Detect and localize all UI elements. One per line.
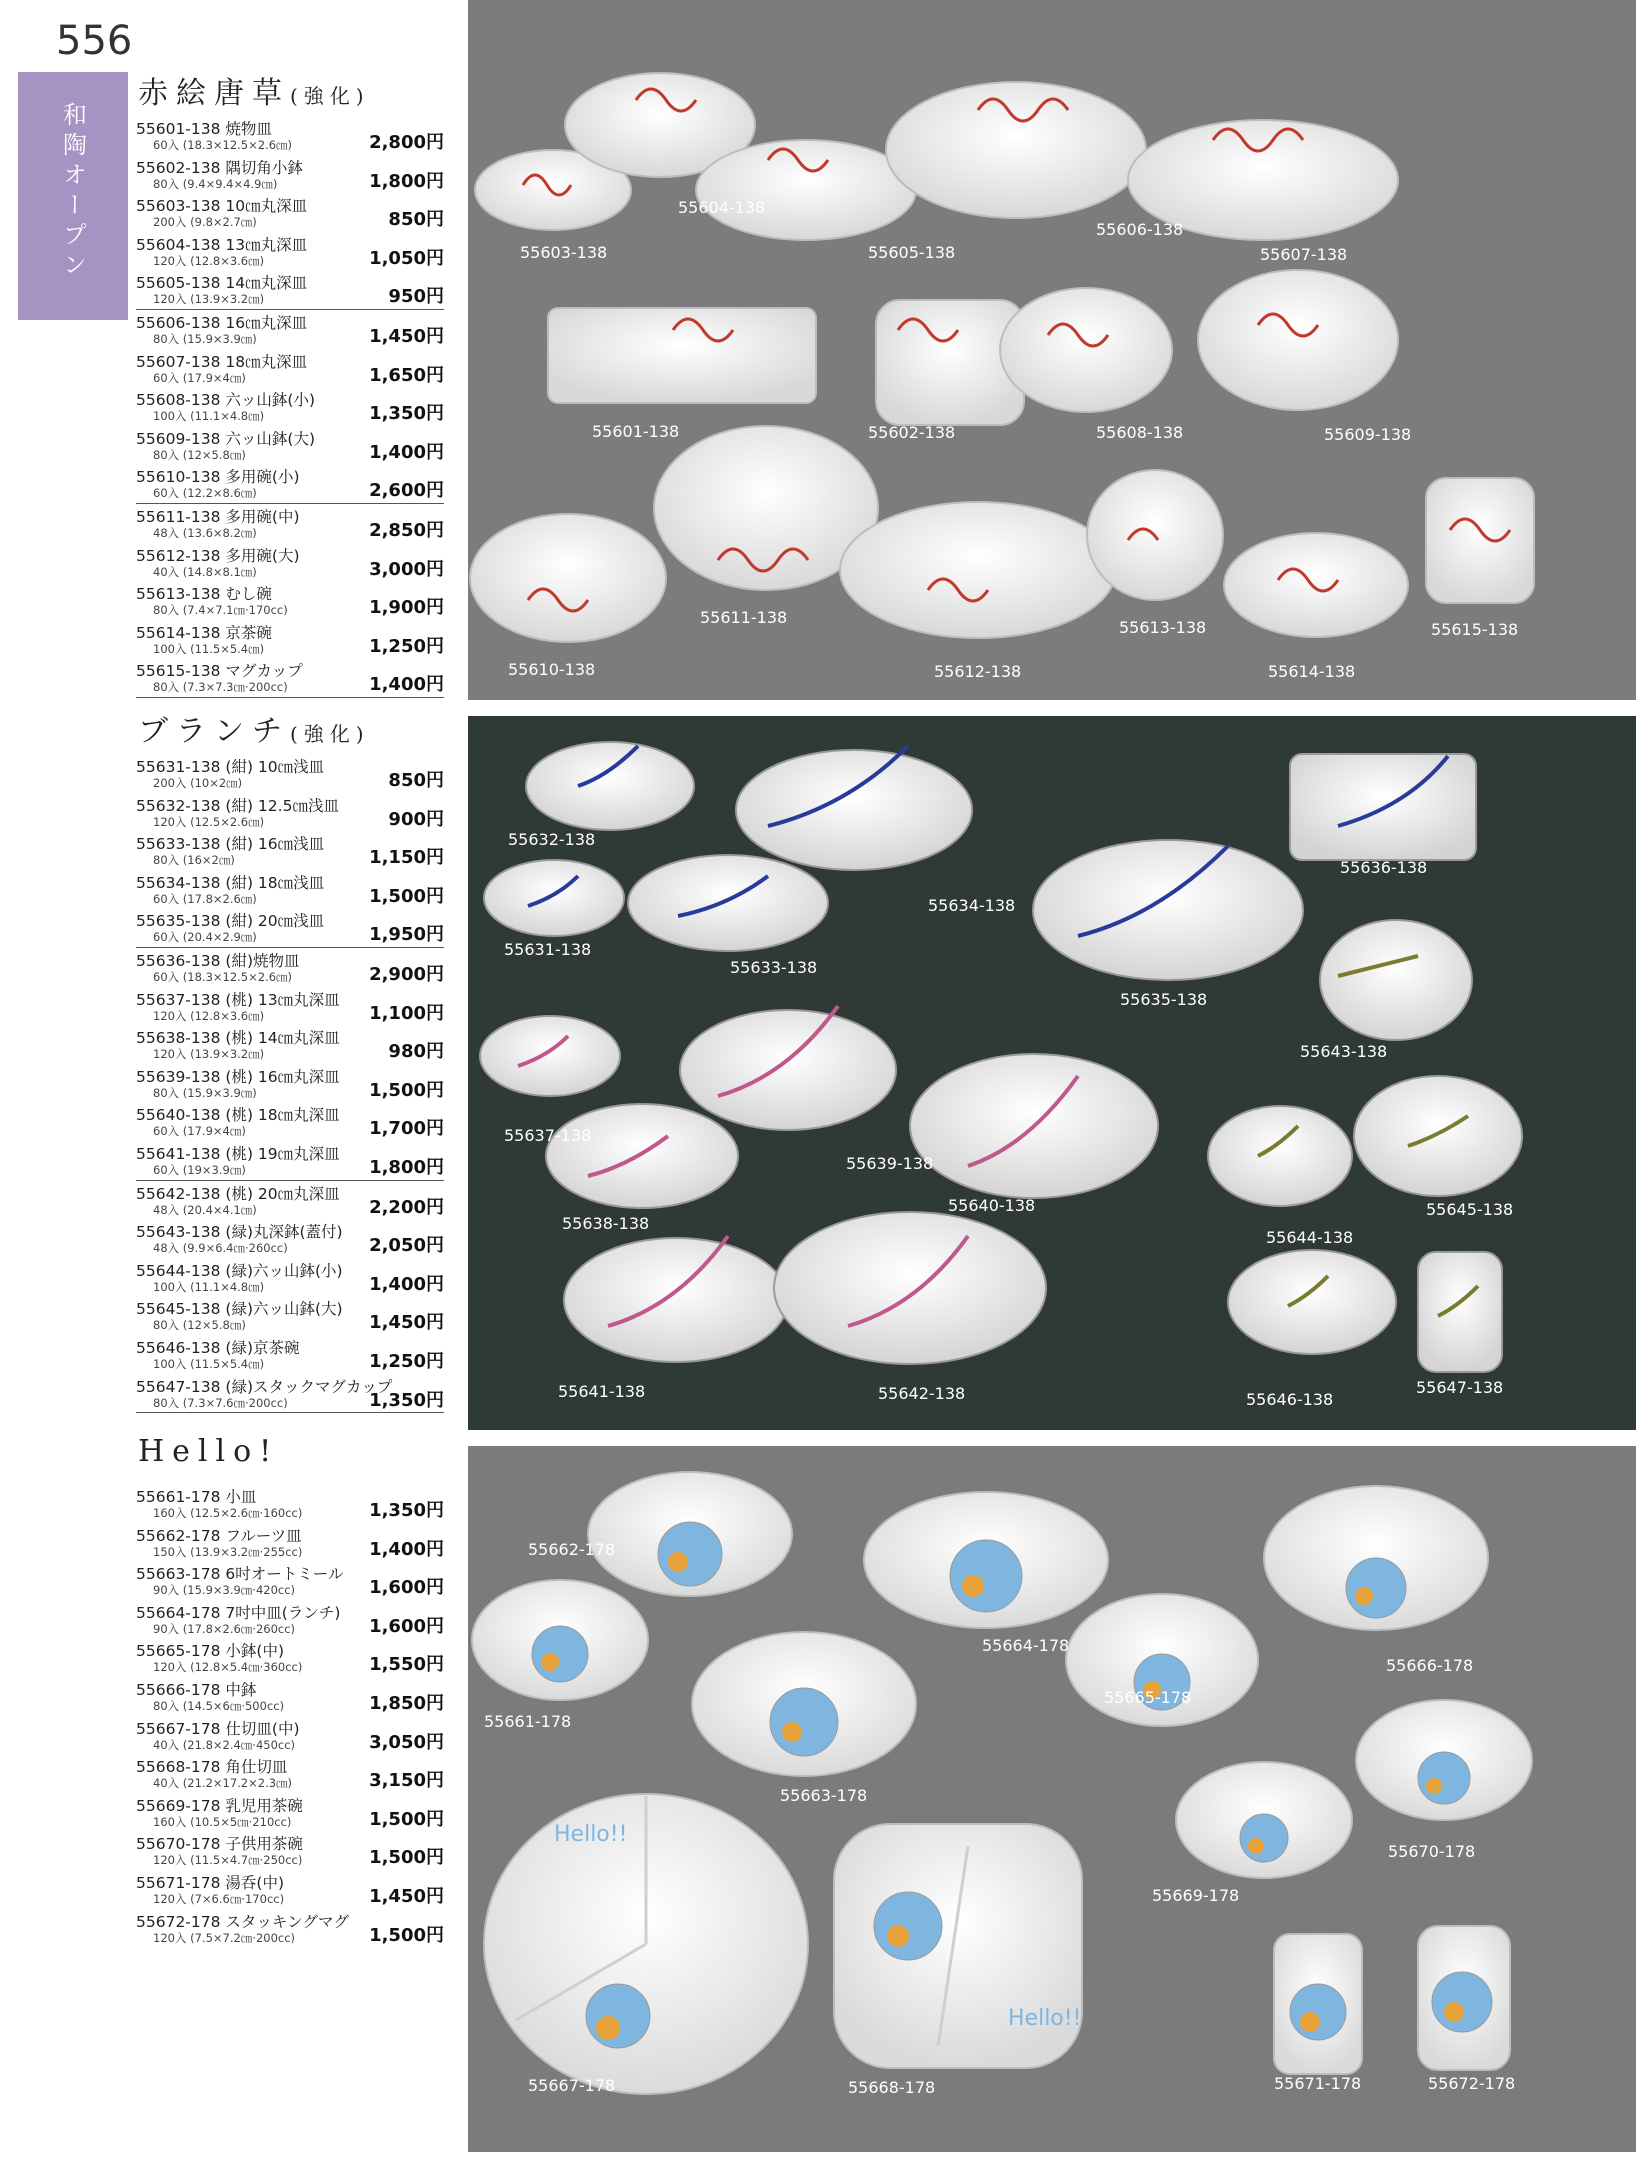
item-price: 1,250円: [369, 1350, 444, 1372]
item-name: 55634-138 (紺) 18㎝浅皿: [136, 873, 325, 892]
item-name: 55638-138 (桃) 14㎝丸深皿: [136, 1029, 340, 1048]
price-list-item: [136, 1638, 444, 1677]
item-spec: 120入 (12.8×3.6㎝): [153, 253, 265, 268]
price-list-item: [136, 948, 444, 987]
section-title-branch: ブランチ(強化): [138, 714, 370, 749]
item-spec: 60入 (17.9×4㎝): [153, 1124, 246, 1139]
product-label: 55644-138: [1266, 1228, 1354, 1247]
hello-product-photo: [468, 1446, 1636, 2152]
price-list-item: [136, 232, 444, 271]
item-price: 1,500円: [369, 1079, 444, 1101]
item-price: 2,900円: [369, 963, 444, 985]
product-label: 55634-138: [928, 896, 1016, 915]
price-list-item: [136, 1831, 444, 1870]
product-label: 55635-138: [1120, 990, 1208, 1009]
price-list-item: [136, 1102, 444, 1141]
product-label: 55667-178: [528, 2076, 616, 2095]
item-spec: 60入 (18.3×12.5×2.6㎝): [153, 969, 293, 984]
price-list-item: [136, 426, 444, 465]
product-label: 55643-138: [1300, 1042, 1388, 1061]
item-price: 1,050円: [369, 247, 444, 269]
item-price: 2,200円: [369, 1196, 444, 1218]
price-list-item: [136, 1523, 444, 1562]
item-price: 850円: [388, 770, 444, 791]
product-label: 55612-138: [934, 662, 1022, 681]
item-price: 1,250円: [369, 635, 444, 657]
item-spec: 40入 (21.8×2.4㎝·450cc): [153, 1737, 296, 1752]
item-price: 1,800円: [369, 1156, 444, 1178]
price-list-item: [136, 908, 444, 948]
price-list-item: [136, 1677, 444, 1716]
item-spec: 160入 (10.5×5㎝·210cc): [153, 1814, 292, 1829]
product-label: 55610-138: [508, 660, 596, 679]
item-name: 55666-178 中鉢: [136, 1680, 257, 1699]
product-label: 55661-178: [484, 1712, 572, 1731]
price-list-item: [136, 793, 444, 832]
price-list-item: [136, 464, 444, 504]
price-list-item: [136, 1374, 444, 1414]
price-list-item: [136, 1219, 444, 1258]
product-label: 55638-138: [562, 1214, 650, 1233]
item-price: 1,450円: [369, 1885, 444, 1907]
product-label: 55666-178: [1386, 1656, 1474, 1675]
price-list-item: [136, 620, 444, 659]
item-spec: 60入 (17.8×2.6㎝): [153, 891, 257, 906]
item-name: 55611-138 多用碗(中): [136, 507, 300, 526]
price-list-item: [136, 1141, 444, 1181]
item-price: 980円: [388, 1041, 444, 1063]
item-name: 55607-138 18㎝丸深皿: [136, 352, 308, 371]
item-name: 55609-138 六ッ山鉢(大): [136, 429, 316, 448]
item-name: 55662-178 フルーツ皿: [136, 1526, 302, 1545]
product-label: 55646-138: [1246, 1390, 1334, 1409]
item-spec: 120入 (12.5×2.6㎝): [153, 814, 265, 829]
item-spec: 120入 (11.5×4.7㎝·250cc): [153, 1853, 303, 1868]
item-price: 1,900円: [369, 597, 444, 619]
price-list-item: [136, 504, 444, 543]
price-list-hello: [136, 1484, 444, 1947]
item-spec: 200入 (10×2㎝): [153, 776, 243, 790]
item-spec: 80入 (7.3×7.3㎝·200cc): [153, 680, 288, 695]
price-list-item: [136, 987, 444, 1026]
price-list-item: [136, 1754, 444, 1793]
item-name: 55639-138 (桃) 16㎝丸深皿: [136, 1067, 340, 1086]
product-label: 55645-138: [1426, 1200, 1514, 1219]
item-spec: 120入 (7×6.6㎝·170cc): [153, 1891, 285, 1906]
product-label: 55663-178: [780, 1786, 868, 1805]
item-price: 1,400円: [369, 1273, 444, 1295]
product-label: 55662-178: [528, 1540, 616, 1559]
item-name: 55605-138 14㎝丸深皿: [136, 274, 308, 293]
item-name: 55642-138 (桃) 20㎝丸深皿: [136, 1184, 340, 1203]
item-name: 55668-178 角仕切皿: [136, 1758, 288, 1777]
price-list-item: [136, 1335, 444, 1374]
item-spec: 60入 (18.3×12.5×2.6㎝): [153, 138, 293, 152]
item-price: 1,150円: [369, 847, 444, 869]
item-price: 850円: [388, 209, 444, 231]
item-price: 2,800円: [369, 132, 444, 153]
item-spec: 80入 (12×5.8㎝): [153, 1318, 246, 1333]
item-spec: 60入 (19×3.9㎝): [153, 1162, 246, 1177]
price-list-item: [136, 870, 444, 909]
item-name: 55635-138 (紺) 20㎝浅皿: [136, 912, 325, 931]
photo-panel-branch: [468, 716, 1636, 1430]
plate-text: Hello!!: [554, 1822, 628, 1847]
item-name: 55672-178 スタッキングマグ: [136, 1912, 349, 1931]
plate-text: Hello!!: [1008, 2006, 1082, 2031]
price-list-item: [136, 155, 444, 194]
item-spec: 120入 (12.8×5.4㎝·360cc): [153, 1660, 303, 1675]
item-name: 55601-138 焼物皿: [136, 120, 272, 138]
item-name: 55667-178 仕切皿(中): [136, 1719, 300, 1738]
price-list-item: [136, 543, 444, 582]
product-label: 55604-138: [678, 198, 766, 217]
item-name: 55665-178 小鉢(中): [136, 1642, 285, 1661]
price-list-item: [136, 310, 444, 349]
item-spec: 48入 (9.9×6.4㎝·260cc): [153, 1241, 288, 1256]
item-price: 1,500円: [369, 1924, 444, 1946]
item-spec: 80入 (7.3×7.6㎝·200cc): [153, 1395, 288, 1410]
item-name: 55664-178 7吋中皿(ランチ): [136, 1603, 341, 1622]
item-name: 55632-138 (紺) 12.5㎝浅皿: [136, 796, 339, 815]
item-spec: 80入 (7.4×7.1㎝·170cc): [153, 603, 288, 618]
item-name: 55614-138 京茶碗: [136, 623, 272, 642]
item-price: 900円: [388, 808, 444, 830]
product-label: 55632-138: [508, 830, 596, 849]
product-label: 55640-138: [948, 1196, 1036, 1215]
item-price: 1,400円: [369, 441, 444, 463]
product-label: 55633-138: [730, 958, 818, 977]
item-spec: 120入 (13.9×3.2㎝): [153, 292, 265, 307]
item-spec: 80入 (12×5.8㎝): [153, 447, 246, 462]
item-price: 1,950円: [369, 924, 444, 946]
item-price: 1,500円: [369, 1808, 444, 1830]
product-label: 55641-138: [558, 1382, 646, 1401]
item-name: 55645-138 (緑)六ッ山鉢(大): [136, 1300, 343, 1319]
product-label: 55668-178: [848, 2078, 936, 2097]
item-spec: 80入 (16×2㎝): [153, 853, 235, 868]
item-price: 1,100円: [369, 1002, 444, 1024]
item-spec: 80入 (9.4×9.4×4.9㎝): [153, 176, 278, 191]
item-spec: 80入 (15.9×3.9㎝): [153, 331, 257, 346]
price-list-item: [136, 831, 444, 870]
price-list-item: [136, 658, 444, 698]
price-list-item: [136, 581, 444, 620]
price-list-akae: [136, 116, 444, 698]
item-price: 3,150円: [369, 1770, 444, 1792]
item-name: 55640-138 (桃) 18㎝丸深皿: [136, 1106, 340, 1125]
product-label: 55615-138: [1431, 620, 1519, 639]
item-price: 1,650円: [369, 364, 444, 386]
product-label: 55605-138: [868, 243, 956, 262]
item-price: 1,450円: [369, 1312, 444, 1334]
branch-product-photo: [468, 716, 1636, 1430]
product-label: 55637-138: [504, 1126, 592, 1145]
item-name: 55602-138 隅切角小鉢: [136, 158, 303, 177]
price-list-item: [136, 1064, 444, 1103]
item-price: 1,850円: [369, 1692, 444, 1714]
product-label: 55607-138: [1260, 245, 1348, 264]
price-list-item: [136, 193, 444, 232]
item-spec: 48入 (20.4×4.1㎝): [153, 1202, 257, 1217]
price-list-item: [136, 1909, 444, 1948]
price-list-item: [136, 1296, 444, 1335]
item-spec: 90入 (15.9×3.9㎝·420cc): [153, 1583, 296, 1598]
item-name: 55608-138 六ッ山鉢(小): [136, 391, 316, 410]
product-label: 55602-138: [868, 423, 956, 442]
item-name: 55636-138 (紺)焼物皿: [136, 951, 300, 970]
price-list-item: [136, 1870, 444, 1909]
item-name: 55610-138 多用碗(小): [136, 468, 300, 487]
price-list-item: [136, 1793, 444, 1832]
price-list-item: [136, 1716, 444, 1755]
item-spec: 60入 (17.9×4㎝): [153, 370, 246, 385]
side-tab-label: 和陶オープン: [58, 102, 87, 282]
item-spec: 90入 (17.8×2.6㎝·260cc): [153, 1621, 296, 1636]
item-spec: 80入 (15.9×3.9㎝): [153, 1085, 257, 1100]
photo-panel-akae: [468, 0, 1636, 700]
item-name: 55613-138 むし碗: [136, 585, 272, 604]
item-spec: 150入 (13.9×3.2㎝·255cc): [153, 1544, 303, 1559]
product-label: 55672-178: [1428, 2074, 1516, 2093]
price-list-item: [136, 116, 444, 155]
item-name: 55631-138 (紺) 10㎝浅皿: [136, 758, 325, 776]
item-price: 3,000円: [369, 558, 444, 580]
item-price: 1,500円: [369, 1847, 444, 1869]
item-name: 55669-178 乳児用茶碗: [136, 1796, 303, 1815]
product-label: 55671-178: [1274, 2074, 1362, 2093]
item-spec: 60入 (20.4×2.9㎝): [153, 930, 257, 945]
product-label: 55669-178: [1152, 1886, 1240, 1905]
price-list-item: [136, 1025, 444, 1064]
item-spec: 100入 (11.1×4.8㎝): [153, 1279, 265, 1294]
side-tab: [18, 72, 128, 320]
price-list-item: [136, 349, 444, 388]
item-price: 1,400円: [369, 674, 444, 696]
page-number: 556: [56, 18, 133, 64]
item-name: 55612-138 多用碗(大): [136, 546, 300, 565]
item-price: 3,050円: [369, 1731, 444, 1753]
item-name: 55663-178 6吋オートミール: [136, 1565, 344, 1584]
product-label: 55609-138: [1324, 425, 1412, 444]
product-label: 55613-138: [1119, 618, 1207, 637]
item-price: 1,500円: [369, 885, 444, 907]
product-label: 55664-178: [982, 1636, 1070, 1655]
price-list-item: [136, 1181, 444, 1220]
price-list-branch: [136, 754, 444, 1413]
item-spec: 80入 (14.5×6㎝·500cc): [153, 1698, 285, 1713]
item-spec: 160入 (12.5×2.6㎝·160cc): [153, 1506, 303, 1520]
item-spec: 100入 (11.1×4.8㎝): [153, 409, 265, 424]
price-list-item: [136, 387, 444, 426]
item-price: 1,450円: [369, 325, 444, 347]
item-name: 55644-138 (緑)六ッ山鉢(小): [136, 1261, 343, 1280]
product-label: 55636-138: [1340, 858, 1428, 877]
section-title-hello: Hello!: [138, 1434, 280, 1469]
product-label: 55614-138: [1268, 662, 1356, 681]
item-name: 55643-138 (緑)丸深鉢(蓋付): [136, 1223, 343, 1242]
price-list-item: [136, 1600, 444, 1639]
item-name: 55661-178 小皿: [136, 1488, 257, 1506]
item-spec: 200入 (9.8×2.7㎝): [153, 215, 257, 230]
photo-panel-hello: [468, 1446, 1636, 2152]
price-list-item: [136, 1258, 444, 1297]
product-label: 55608-138: [1096, 423, 1184, 442]
item-price: 1,350円: [369, 403, 444, 425]
product-label: 55601-138: [592, 422, 680, 441]
item-name: 55615-138 マグカップ: [136, 662, 303, 681]
item-name: 55633-138 (紺) 16㎝浅皿: [136, 835, 325, 854]
item-spec: 100入 (11.5×5.4㎝): [153, 641, 265, 656]
item-price: 2,050円: [369, 1235, 444, 1257]
item-price: 950円: [388, 286, 444, 308]
item-price: 1,700円: [369, 1118, 444, 1140]
product-label: 55631-138: [504, 940, 592, 959]
item-name: 55646-138 (緑)京茶碗: [136, 1338, 300, 1357]
item-name: 55647-138 (緑)スタックマグカップ: [136, 1377, 393, 1396]
item-spec: 48入 (13.6×8.2㎝): [153, 525, 257, 540]
item-price: 1,800円: [369, 170, 444, 192]
item-spec: 100入 (11.5×5.4㎝): [153, 1356, 265, 1371]
item-name: 55671-178 湯呑(中): [136, 1873, 285, 1892]
item-name: 55670-178 子供用茶碗: [136, 1835, 303, 1854]
price-list-item: [136, 1484, 444, 1523]
item-spec: 120入 (12.8×3.6㎝): [153, 1008, 265, 1023]
item-name: 55604-138 13㎝丸深皿: [136, 235, 308, 254]
product-label: 55603-138: [520, 243, 608, 262]
product-label: 55639-138: [846, 1154, 934, 1173]
item-name: 55641-138 (桃) 19㎝丸深皿: [136, 1144, 340, 1163]
item-spec: 40入 (21.2×17.2×2.3㎝): [153, 1776, 293, 1791]
section-title-akae: 赤絵唐草(強化): [138, 76, 370, 111]
product-label: 55665-178: [1104, 1688, 1192, 1707]
item-price: 1,600円: [369, 1615, 444, 1637]
price-list-item: [136, 1561, 444, 1600]
item-name: 55606-138 16㎝丸深皿: [136, 313, 308, 332]
item-name: 55637-138 (桃) 13㎝丸深皿: [136, 990, 340, 1009]
item-name: 55603-138 10㎝丸深皿: [136, 197, 308, 216]
item-price: 1,350円: [369, 1500, 444, 1521]
product-label: 55642-138: [878, 1384, 966, 1403]
item-spec: 120入 (7.5×7.2㎝·200cc): [153, 1930, 296, 1945]
product-label: 55670-178: [1388, 1842, 1476, 1861]
product-label: 55611-138: [700, 608, 788, 627]
akae-product-photo: [468, 0, 1636, 700]
product-label: 55606-138: [1096, 220, 1184, 239]
item-price: 1,350円: [369, 1389, 444, 1411]
item-price: 2,600円: [369, 480, 444, 502]
item-price: 1,400円: [369, 1538, 444, 1560]
item-spec: 40入 (14.8×8.1㎝): [153, 564, 257, 579]
item-spec: 60入 (12.2×8.6㎝): [153, 486, 257, 501]
price-list-item: [136, 270, 444, 310]
item-spec: 120入 (13.9×3.2㎝): [153, 1047, 265, 1062]
item-price: 1,600円: [369, 1577, 444, 1599]
item-price: 1,550円: [369, 1654, 444, 1676]
product-label: 55647-138: [1416, 1378, 1504, 1397]
price-list-item: [136, 754, 444, 793]
item-price: 2,850円: [369, 519, 444, 541]
